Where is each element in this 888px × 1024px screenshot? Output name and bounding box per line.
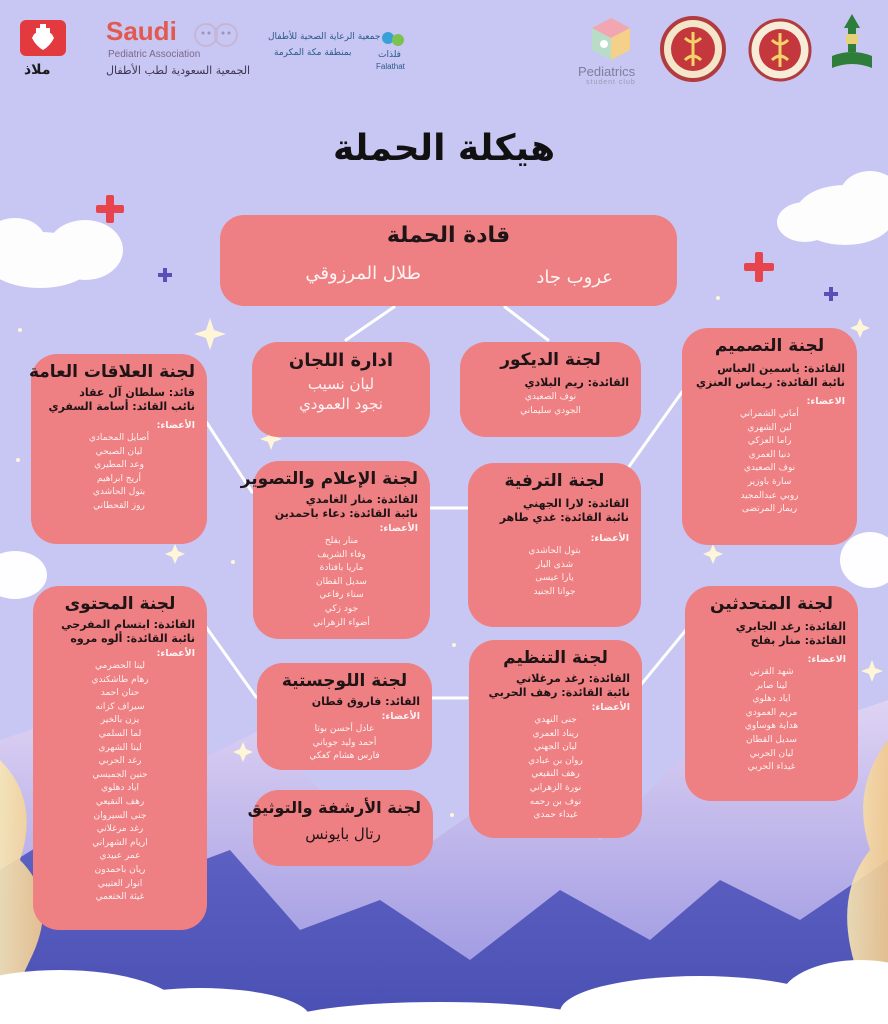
member-name: هداية هوساوي [744, 721, 799, 732]
member-name: جنى السيروان [93, 810, 147, 821]
design-committee-box [682, 328, 857, 545]
pediatrics-club-label: Pediatrics [578, 64, 636, 79]
member-name: روز القحطاني [93, 500, 145, 511]
archive-title: لجنة الأرشفة والتوثيق [247, 798, 421, 817]
entertainment-role: القائدة: لارا الجهني [523, 497, 629, 510]
decor-members [472, 391, 629, 418]
pediatrics-club-sub: student club [586, 79, 636, 86]
member-name: بتول الحاشدي [528, 546, 581, 556]
logistics-committee-box [257, 663, 432, 770]
cube-icon [590, 16, 632, 62]
member-name: روان بن عبادي [528, 755, 583, 766]
media-members-label: الأعضاء: [379, 523, 418, 534]
committees-admin-box [252, 342, 430, 437]
design-members [694, 408, 845, 517]
speakers-members-label: الاعضاء: [807, 654, 846, 665]
organizing-title: لجنة التنظيم [503, 648, 608, 668]
saudi-pediatric-association-logo [104, 16, 251, 86]
member-name: نوف الصعيدي [524, 392, 577, 402]
public-relations-members-label: الأعضاء: [156, 420, 195, 431]
falathat-line1: جمعية الرعاية الصحية للأطفال [268, 32, 381, 42]
logistics-members-label: الأعضاء: [381, 711, 420, 722]
member-name: بتول الحاشدي [92, 487, 146, 498]
member-name: أضواء الزهراني [313, 617, 370, 628]
member-name: سديل القطان [316, 576, 367, 587]
heart-hands-icon [16, 14, 70, 60]
design-role: القائدة: ياسمين العباس [717, 362, 845, 375]
design-role: نائبة القائدة: ريماس العنزي [695, 376, 845, 389]
member-name: ليان الصبحي [95, 446, 143, 457]
organizing-members-label: الأعضاء: [591, 702, 630, 713]
public-relations-title: لجنة العلاقات العامة [28, 362, 195, 382]
falathat-mark-icon [380, 30, 406, 52]
member-name: نوف بن رحمه [529, 796, 582, 807]
member-name: رهف النقيعي [95, 796, 145, 807]
member-name: سارة باوزير [747, 476, 792, 487]
member-name: انوار العتيبي [97, 878, 143, 889]
member-name: ماريا بافتادة [319, 563, 364, 574]
entertainment-role: نائبة القائدة: غدي طاهر [499, 511, 629, 524]
member-name: راما العزكي [747, 436, 792, 447]
archive-name: رتال بايونس [305, 825, 381, 843]
university-emblem-icon [826, 12, 878, 76]
decor-committee-box [460, 342, 641, 437]
falathat-logo [268, 30, 410, 76]
media-members [265, 535, 418, 630]
public-relations-role: نائب القائد: أسامة السفري [48, 400, 195, 413]
falathat-line2: بمنطقة مكة المكرمة [274, 48, 352, 58]
speakers-members [697, 666, 846, 775]
public-relations-role: قائد: سلطان آل عقاد [79, 386, 195, 399]
pediatrics-club-logo [576, 16, 646, 88]
admin-name: ليان نسيب [307, 375, 375, 393]
member-name: لينا الشهري [98, 742, 142, 753]
member-name: لينا صابر [755, 680, 788, 691]
medical-seal-icon [660, 16, 726, 82]
member-name: حنان احمد [100, 688, 140, 699]
organizing-members [481, 714, 630, 823]
content-title: لجنة المحتوى [64, 594, 176, 614]
media-role: نائبة القائدة: دعاء باحمدين [274, 507, 418, 520]
admin-name: نجود العمودي [299, 395, 383, 413]
saudi-line2: Pediatric Association [108, 49, 201, 60]
falathat-name: فلذات [378, 50, 401, 60]
member-name: مريم العمودي [745, 707, 798, 718]
content-role: نائبة القائدة: ألوه مروه [70, 632, 195, 645]
member-name: اياد دهلوي [100, 783, 140, 794]
content-members-label: الأعضاء: [156, 648, 195, 659]
media-role: القائدة: منار الغامدي [305, 493, 418, 506]
member-name: روبي عبدالمجيد [740, 490, 799, 501]
member-name: عمر عبيدي [99, 851, 141, 862]
media-title: لجنة الإعلام والتصوير [240, 469, 418, 489]
member-name: يارا عيسى [535, 573, 574, 584]
member-name: لما السلمي [98, 728, 142, 739]
speakers-role: القائدة: منار بفلح [750, 634, 846, 647]
organizing-role: نائبة القائدة: رهف الحربي [488, 686, 630, 699]
archive-committee-box [247, 790, 433, 866]
organizing-role: القائدة: رغد مرغلاني [516, 672, 630, 685]
member-name: نورة الزهراني [529, 782, 582, 793]
member-name: ريناد العمري [532, 728, 579, 739]
content-committee-box [33, 586, 207, 930]
member-name: نوف الصعيدي [743, 463, 796, 474]
member-name: ليان الجهني [533, 742, 578, 753]
saudi-word: Saudi [106, 16, 177, 46]
logistics-role: القائد: فاروق قطان [311, 695, 420, 708]
member-name: الجودي سليماني [520, 405, 581, 416]
member-name: غيداء حمدي [533, 810, 578, 821]
member-name: لين الشهري [747, 422, 792, 433]
content-role: القائدة: ابتسام المفرجي [61, 618, 195, 631]
leaders-title: قادة الحملة [386, 223, 511, 248]
logistics-title: لجنة اللوجستية [281, 671, 408, 691]
member-name: عادل أحسن بوتا [314, 724, 375, 734]
design-members-label: الاعضاء: [806, 396, 845, 407]
member-name: أريج ابراهيم [97, 473, 141, 484]
entertainment-members [480, 545, 629, 599]
design-title: لجنة التصميم [714, 336, 825, 356]
member-name: ليان الحربي [749, 748, 794, 759]
public-relations-committee-box [28, 354, 207, 544]
decor-title: لجنة الديكور [500, 350, 601, 370]
page-title: هيكلة الحملة [332, 128, 556, 169]
leader-name: عروب جاد [536, 267, 613, 288]
public-relations-members [43, 432, 195, 514]
entertainment-committee-box [468, 463, 641, 627]
leaders-box [220, 215, 677, 306]
committees-admin-title: ادارة اللجان [288, 350, 394, 371]
entertainment-members-label: الأعضاء: [590, 533, 629, 544]
member-name: رغد مرغلاني [96, 824, 144, 835]
speakers-title: لجنة المتحدثين [709, 594, 834, 614]
member-name: حنين الجميسي [92, 769, 148, 780]
member-name: اريام الشهراني [92, 837, 148, 848]
member-name: لينا الحضرمي [95, 661, 145, 671]
member-name: أحمد وليد جوباني [312, 737, 377, 748]
member-name: شذى البار [535, 559, 574, 570]
member-name: أماني الشمراني [740, 409, 799, 419]
member-name: ريان باحمدون [94, 864, 146, 875]
leader-name: طلال المرزوقي [305, 263, 421, 284]
member-name: رهام طاشكندي [91, 674, 149, 685]
speakers-committee-box [685, 586, 858, 801]
member-name: رهف النقيعي [531, 769, 580, 780]
member-name: غيثة الختعمي [95, 892, 145, 903]
member-name: سديل القطان [746, 734, 797, 745]
children-faces-icon [194, 20, 240, 50]
member-name: دنيا العمري [748, 449, 791, 460]
member-name: جنى النهدي [534, 715, 577, 725]
malath-label: ملاذ [24, 62, 51, 78]
member-name: أصايل المحمادي [88, 433, 150, 443]
logistics-members [269, 723, 420, 764]
speakers-role: القائدة: رغد الجابري [735, 620, 846, 633]
member-name: وعد المطيري [94, 460, 144, 471]
member-name: رغد الحربي [98, 756, 142, 767]
member-name: سناء رفاعي [319, 590, 364, 601]
medical-seal-icon-2 [748, 18, 812, 82]
entertainment-title: لجنة الترفية [504, 471, 605, 491]
member-name: يزن بالخير [100, 715, 140, 726]
member-name: سيراف كزانه [95, 701, 145, 712]
content-members [45, 660, 195, 905]
decor-role: القائدة: ريم البلادي [524, 376, 629, 389]
malath-logo [16, 14, 72, 84]
media-committee-box [240, 461, 430, 639]
member-name: فارس هشام كعكي [309, 751, 380, 762]
saudi-arabic-name: الجمعية السعودية لطب الأطفال [106, 64, 251, 77]
member-name: غيداء الحربي [747, 762, 796, 773]
member-name: اياد دهلوي [752, 694, 791, 705]
member-name: منار بفلح [324, 536, 359, 546]
member-name: جود زكي [324, 603, 359, 614]
organizing-committee-box [469, 640, 642, 838]
member-name: وفاء الشريف [317, 549, 366, 560]
member-name: شهد القرني [749, 667, 794, 677]
member-name: جوانا الجنيد [533, 586, 576, 597]
falathat-latin: Falathat [376, 62, 405, 71]
member-name: ريماز المرتضى [741, 504, 798, 515]
